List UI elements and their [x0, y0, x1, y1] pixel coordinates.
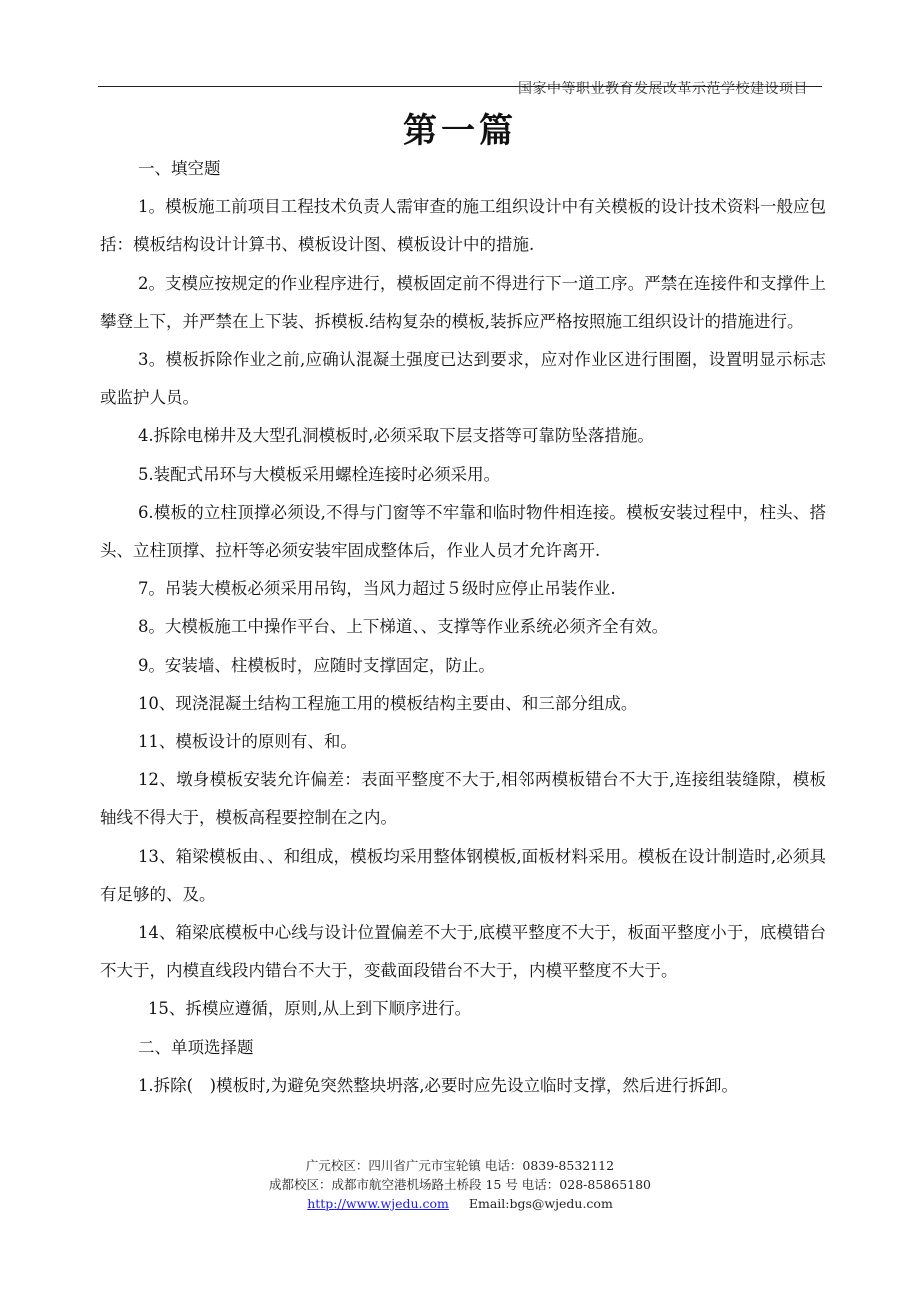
question-item: 7。吊装大模板必须采用吊钩，当风力超过５级时应停止吊装作业.: [137, 579, 616, 599]
website-link[interactable]: http://www.wjedu.com: [307, 1196, 449, 1211]
footer-campus-chengdu: 成都校区：成都市航空港机场路土桥段 15 号 电话：028-85865180: [268, 1177, 652, 1192]
footer-campus-guangyuan: 广元校区：四川省广元市宝轮镇 电话：0839-8532112: [305, 1158, 615, 1173]
question-item: 14、箱梁底模板中心线与设计位置偏差不大于,底模平整度不大于，板面平整度小于，底模错台不大于，内模直线段内错台不大于，变截面段错台不大于，内模平整度不大于。: [100, 923, 826, 981]
question-item: 9。安装墙、柱模板时，应随时支撑固定，防止。: [137, 655, 495, 675]
question-item: 1.拆除( )模板时,为避免突然整块坍落,必要时应先设立临时支撑，然后进行拆卸。: [137, 1075, 739, 1095]
question-item: 12、墩身模板安装允许偏差：表面平整度不大于,相邻两模板错台不大于,连接组装缝隙，模板轴线不得大于，模板高程要控制在之内。: [100, 770, 826, 828]
question-item: 13、箱梁模板由、、和组成，模板均采用整体钢模板,面板材料采用。模板在设计制造时,必须具有足够的、及。: [100, 846, 826, 904]
question-item: 10、现浇混凝土结构工程施工用的模板结构主要由、和三部分组成。: [137, 693, 638, 713]
question-item: 11、模板设计的原则有、和。: [137, 732, 357, 752]
section-heading-fill-in: 一、填空题: [137, 159, 221, 178]
header-rule: [98, 86, 822, 87]
page-footer: [0, 1156, 920, 1213]
section-heading-single-choice: 二、单项选择题: [137, 1037, 254, 1057]
footer-email: Email:bgs@wjedu.com: [468, 1196, 613, 1211]
question-item: 15、拆模应遵循，原则,从上到下顺序进行。: [147, 999, 472, 1019]
question-item: 2。支模应按规定的作业程序进行，模板固定前不得进行下一道工序。严禁在连接件和支撑件上攀登上下，并严禁在上下装、拆模板.结构复杂的模板,装拆应严格按照施工组织设计的措施进行。: [100, 273, 826, 331]
question-item: 5.装配式吊环与大模板采用螺栓连接时必须采用。: [137, 464, 501, 484]
question-item: 1。模板施工前项目工程技术负责人需审查的施工组织设计中有关模板的设计技术资料一般应包括：模板结构设计计算书、模板设计图、模板设计中的措施.: [100, 197, 826, 255]
question-item: 4.拆除电梯井及大型孔洞模板时,必须采取下层支搭等可靠防坠落措施。: [137, 426, 654, 446]
question-item: 8。大模板施工中操作平台、上下梯道、、支撑等作业系统必须齐全有效。: [137, 617, 669, 637]
page-title: 第一篇: [403, 111, 517, 151]
document-body: [100, 150, 826, 1105]
header-project-name: 国家中等职业教育发展改革示范学校建设项目: [518, 81, 808, 97]
footer-contact: [0, 1194, 920, 1213]
question-item: 3。模板拆除作业之前,应确认混凝土强度已达到要求，应对作业区进行围圈，设置明显示标志或监护人员。: [100, 350, 826, 408]
question-item: 6.模板的立柱顶撑必须设,不得与门窗等不牢靠和临时物件相连接。模板安装过程中，柱头、搭头、立柱顶撑、拉杆等必须安装牢固成整体后，作业人员才允许离开.: [100, 502, 826, 561]
